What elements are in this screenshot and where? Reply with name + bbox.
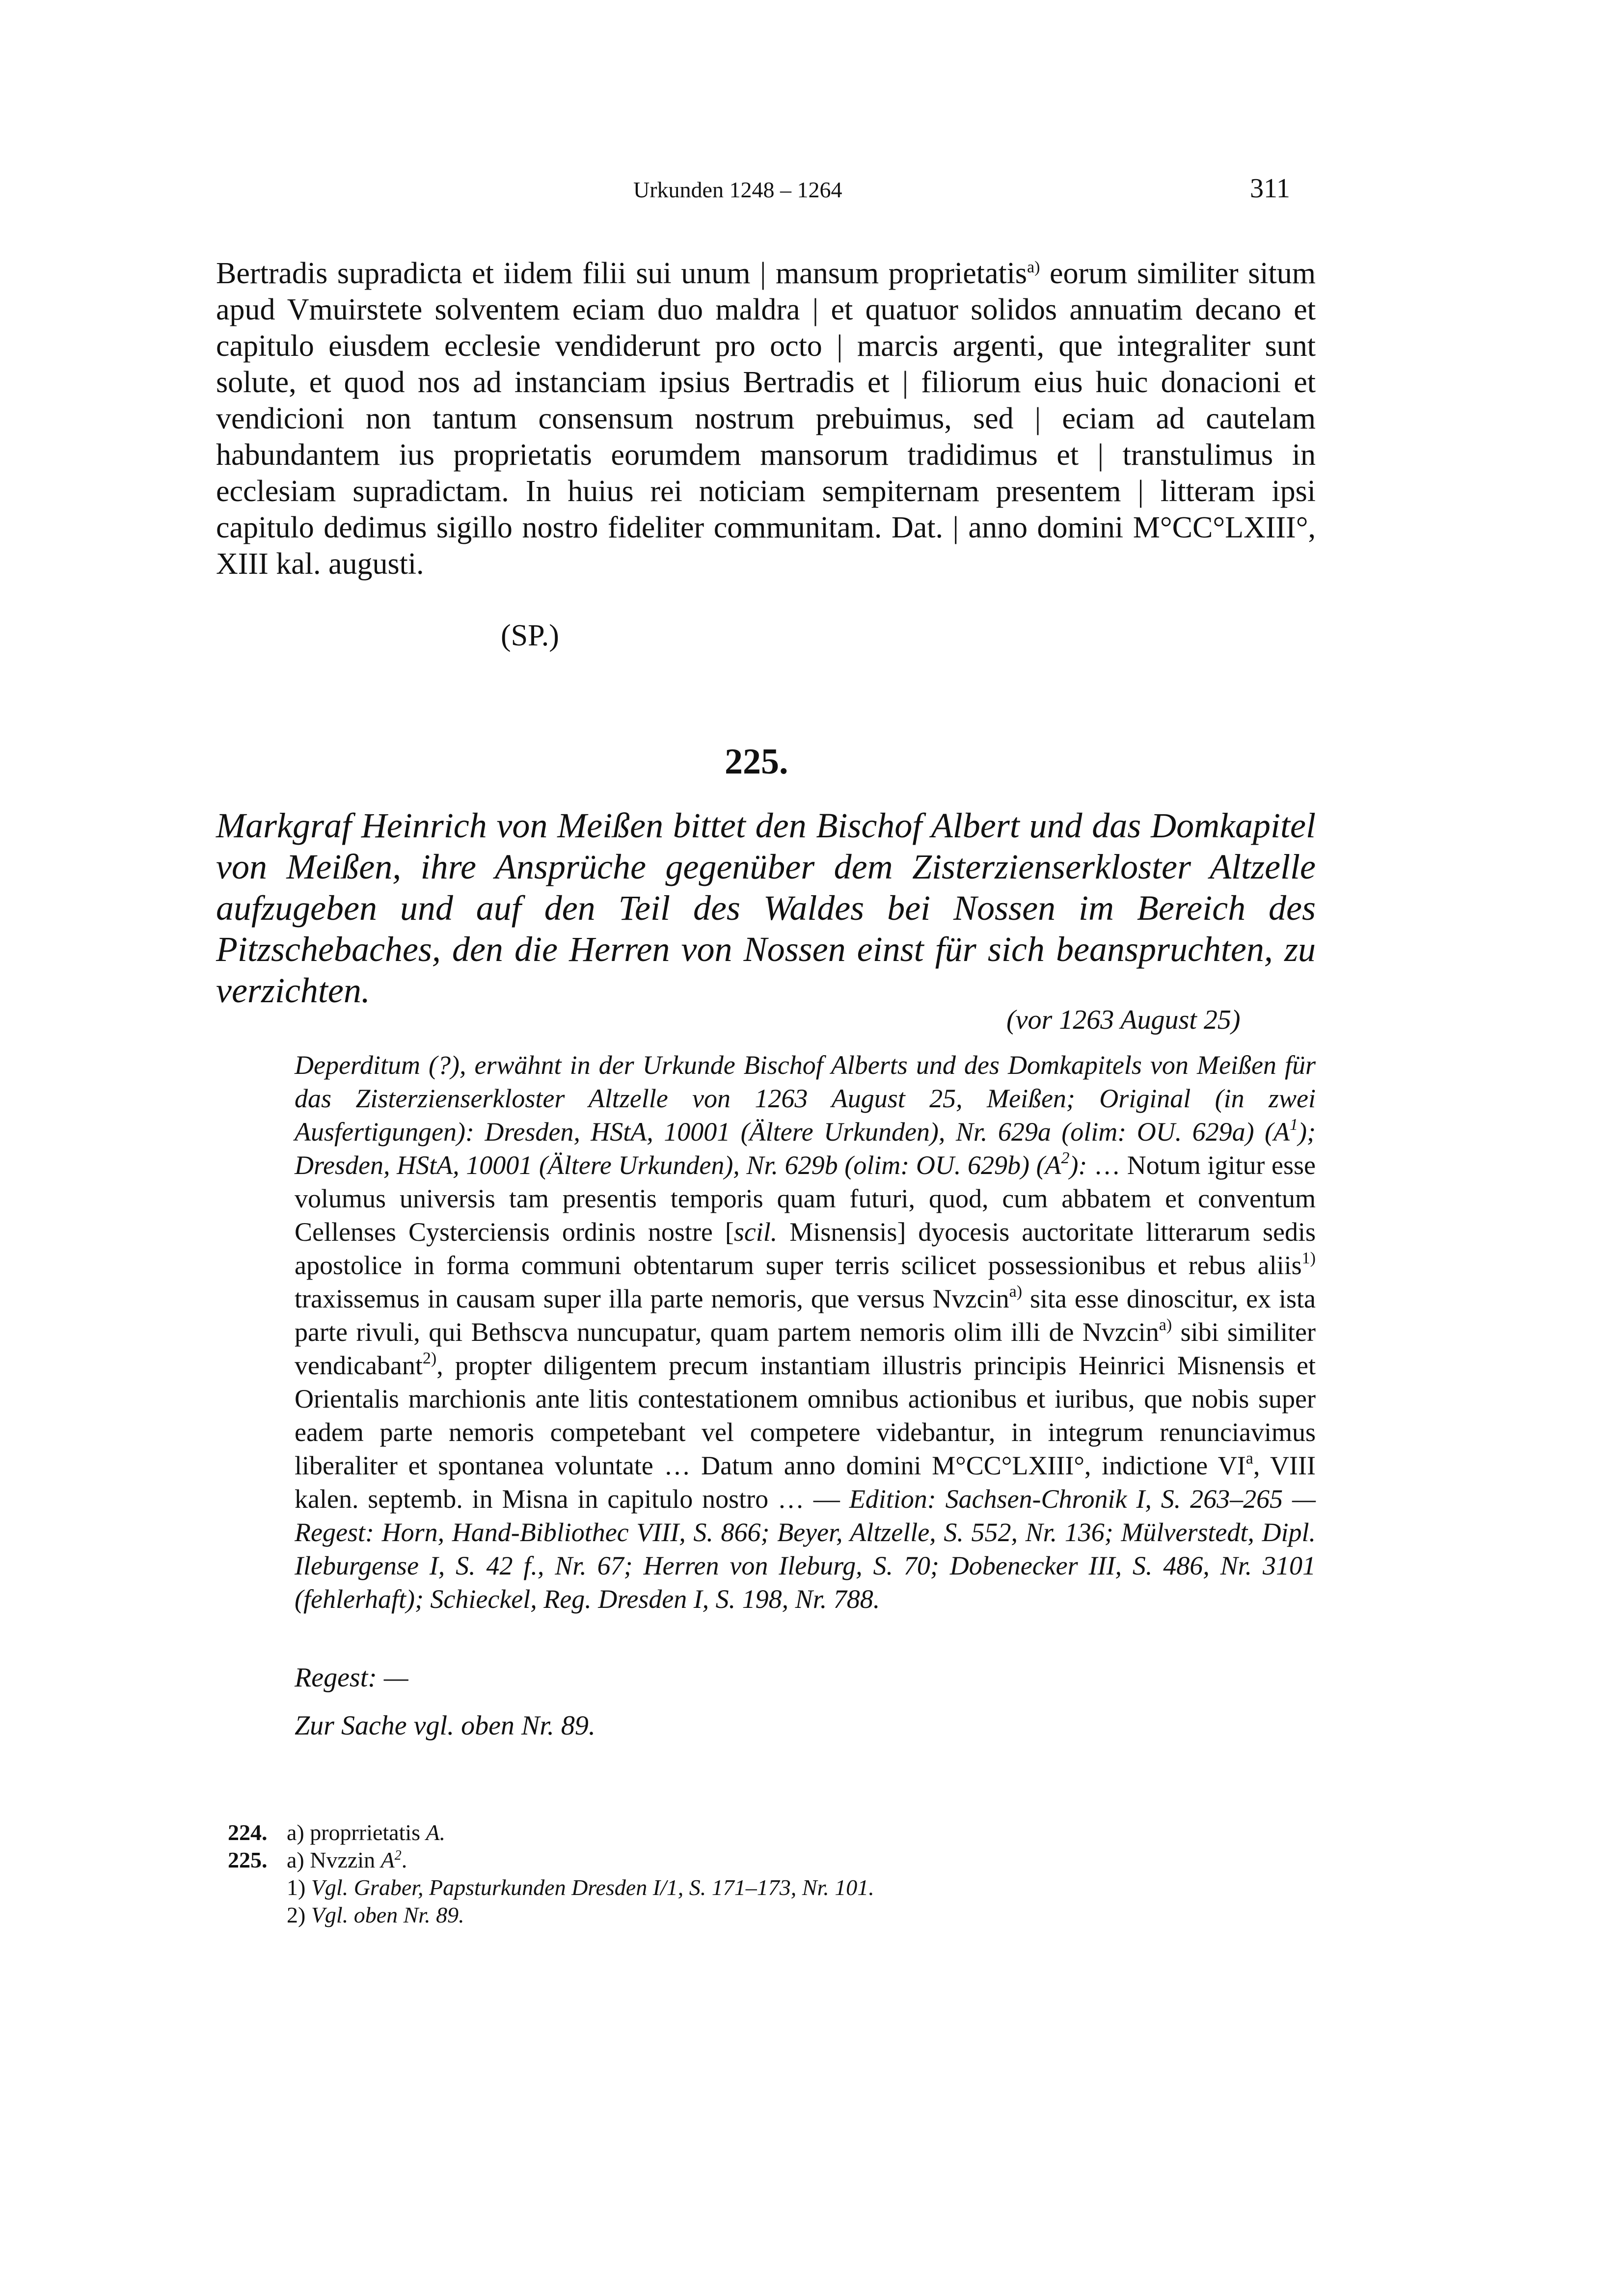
commentary-sup-2: 2 [1061, 1149, 1070, 1167]
footnote-225-siglum-sup: 2 [394, 1848, 402, 1863]
commentary-text-3: ): [1069, 1150, 1087, 1180]
footnotes [228, 1819, 1259, 1929]
page-number: 311 [1250, 173, 1290, 204]
commentary-text-5: scil. [733, 1217, 778, 1247]
commentary-paragraph [295, 1048, 1316, 1616]
footnote-marker-a: a) [1027, 258, 1040, 276]
document-heading: Markgraf Heinrich von Meißen bittet den Bischof Albert und das Domkapitel von Meißen, ihre Ansprüche gegenüber dem Zisterzienserkloster Altzelle aufzugeben und auf den Teil des Waldes bei Nossen im Bereich des Pitzschebaches, den die Herren von Nossen einst für sich beanspruchten, zu verzichten. [216, 806, 1316, 1010]
footnote-225-end: . [401, 1847, 407, 1872]
commentary-text-7: traxissemus in causam super illa parte nemoris, que versus Nvzcin [295, 1284, 1009, 1313]
footnote-1 [228, 1874, 1259, 1901]
footnote-225-siglum: A [380, 1847, 395, 1872]
continuation-text-1: Bertradis supradicta et iidem filii sui unum | mansum proprietatis [216, 257, 1028, 290]
document-number: 225. [725, 742, 788, 782]
footnote-224-siglum: A. [426, 1820, 446, 1845]
commentary-sup-7: a) [1009, 1282, 1023, 1301]
footnote-225-number: 225. [228, 1847, 268, 1872]
footnote-224-number: 224. [228, 1820, 268, 1845]
seal-note: (SP.) [501, 619, 559, 652]
footnote-2 [228, 1901, 1259, 1929]
commentary-sup-1: 1 [1290, 1116, 1299, 1134]
running-head: Urkunden 1248 – 1264 [633, 177, 842, 202]
commentary-text-12: Edition: Sachsen-Chronik I, S. 263–265 — Regest: Horn, Hand-Bibliothec VIII, S. 866; Beyer, Altzelle, S. 552, Nr. 136; Mülverstedt, Dipl. Ileburgense I, S. 42 f., Nr. 67; Herren von Ileburg, S. 70; Dobenecker III, S. 486, Nr. 3101 (fehlerhaft); Schieckel, Reg. Dresden I, S. 198, Nr. 788. [295, 1484, 1316, 1614]
commentary-sup-6: 1) [1301, 1249, 1316, 1267]
commentary-text-4: … Notum igitur esse volumus universis tam presentis temporis quam futuri, quod, cum abbatem et conventum Cellenses Cysterciensis ordinis nostre [ [295, 1150, 1316, 1247]
footnote-224-text: a) proprrietatis [287, 1820, 426, 1845]
footnote-2-number: 2) [287, 1902, 311, 1927]
commentary-sup-9: 2) [422, 1349, 437, 1367]
footnote-224 [228, 1819, 1259, 1846]
regest-note: Regest: — [295, 1662, 408, 1693]
footnote-225-text: a) Nvzzin [287, 1847, 381, 1872]
commentary-text-11: , VIII kalen. septemb. in Misna in capitulo nostro … — [295, 1451, 1316, 1514]
footnote-2-text: Vgl. oben Nr. 89. [311, 1902, 464, 1927]
commentary-text-1: Deperditum (?), erwähnt in der Urkunde Bischof Alberts und des Domkapitels von Meißen für das Zisterzienserkloster Altzelle von 1263 August 25, Meißen; Original (in zwei Ausfertigungen): Dresden, HStA, 10001 (Ältere Urkunden), Nr. 629a (olim: OU. 629a) (A [295, 1050, 1316, 1147]
commentary-sup-8: a) [1159, 1316, 1172, 1334]
footnote-1-text: Vgl. Graber, Papsturkunden Dresden I/1, S. 171–173, Nr. 101. [311, 1875, 874, 1900]
commentary-text-8: sita esse dinoscitur, ex ista parte rivuli, qui Bethscva nuncupatur, quam partem nemoris olim illi de Nvzcin [295, 1284, 1316, 1347]
sache-note: Zur Sache vgl. oben Nr. 89. [295, 1710, 595, 1741]
continuation-paragraph [216, 255, 1316, 582]
commentary-text-9: sibi similiter vendicabant [295, 1317, 1316, 1380]
commentary-text-2: ); Dresden, HStA, 10001 (Ältere Urkunden), Nr. 629b (olim: OU. 629b) (A [295, 1117, 1316, 1180]
commentary-text-6: Misnensis] dyocesis auctoritate litterarum sedis apostolice in forma communi obtentarum super terris scilicet possessionibus et rebus aliis [295, 1217, 1316, 1280]
footnote-225 [228, 1846, 1259, 1874]
commentary-sup-10: a [1245, 1449, 1253, 1468]
footnote-1-number: 1) [287, 1875, 311, 1900]
continuation-text-2: eorum similiter situm apud Vmuirstete solventem eciam duo maldra | et quatuor solidos annuatim decano et capitulo eiusdem ecclesie vendiderunt pro octo | marcis argenti, que integraliter sunt solute, et quod nos ad instanciam ipsius Bertradis et | filiorum eius huic donacioni et vendicioni non tantum consensum nostrum prebuimus, sed | eciam ad cautelam habundantem ius proprietatis eorumdem mansorum tradidimus et | transtulimus in ecclesiam supradictam. In huius rei noticiam sempiternam presentem | litteram ipsi capitulo dedimus sigillo nostro fideliter communitam. Dat. | anno domini M°CC°LXIII°, XIII kal. augusti. [216, 257, 1316, 581]
commentary-text-10: , propter diligentem precum instantiam illustris principis Heinrici Misnensis et Orientalis marchionis ante litis contestationem omnibus actionibus et iuribus, que nobis super eadem parte nemoris competebant vel competere videbantur, in integrum renunciavimus liberaliter et spontanea voluntate … Datum anno domini M°CC°LXIII°, indictione VI [295, 1351, 1316, 1480]
document-dating: (vor 1263 August 25) [1006, 1005, 1241, 1035]
